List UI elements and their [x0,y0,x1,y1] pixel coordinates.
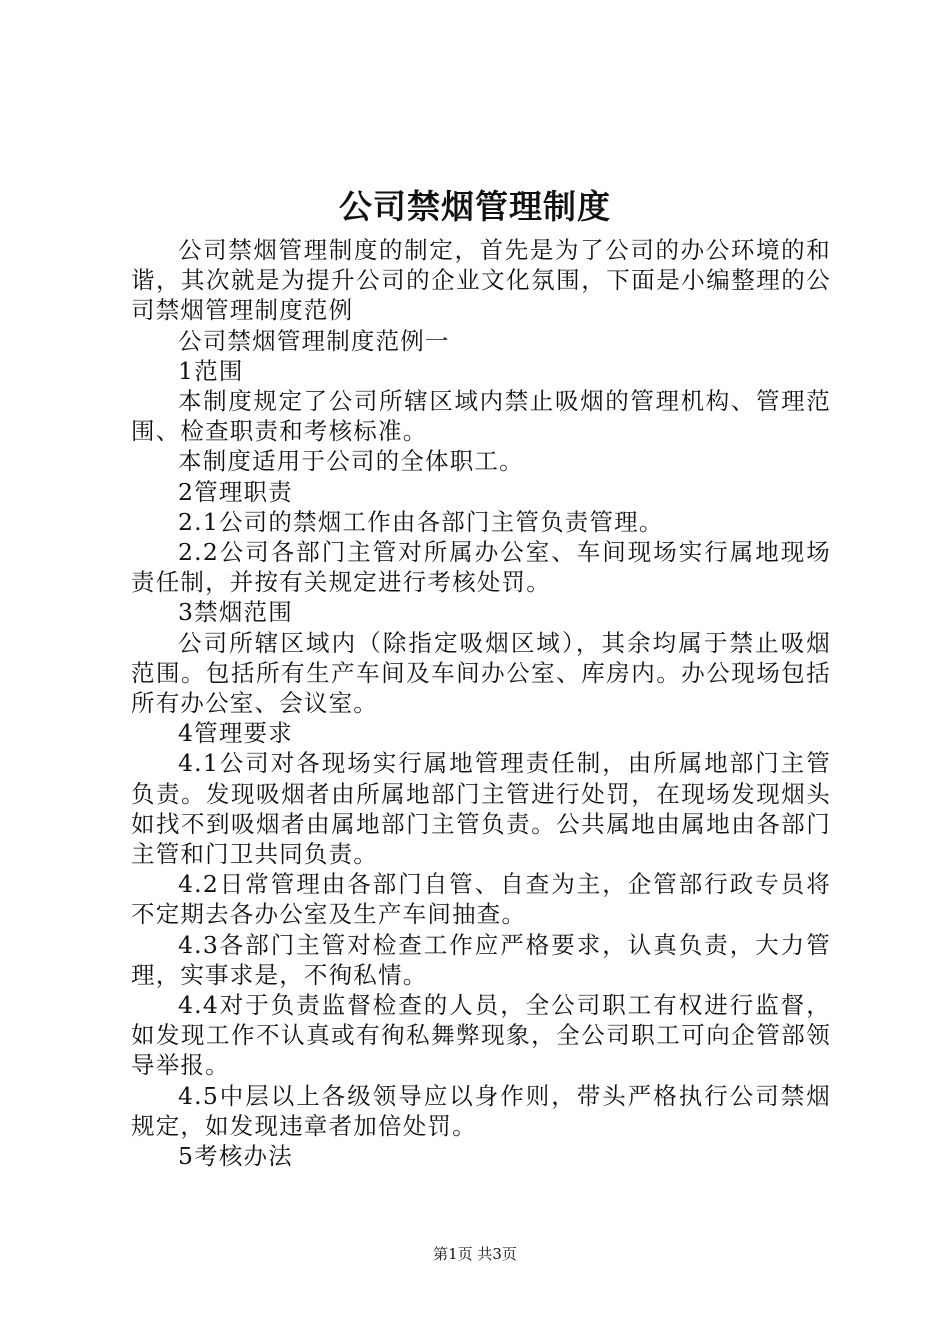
body-paragraph: 公司所辖区域内（除指定吸烟区域），其余均属于禁止吸烟范围。包括所有生产车间及车间办公室、库房内。办公现场包括所有办公室、会议室。 [131,628,831,718]
section-heading: 5考核办法 [178,1142,293,1171]
section-heading: 2管理职责 [178,477,293,506]
body-paragraph: 4.4对于负责监督检查的人员，全公司职工有权进行监督，如发现工作不认真或有徇私舞弊现象，全公司职工可向企管部领导举报。 [131,991,831,1080]
document-title: 公司禁烟管理制度 [339,187,611,226]
body-paragraph: 本制度适用于公司的全体职工。 [178,447,524,476]
body-paragraph: 4.2日常管理由各部门自管、自查为主，企管部行政专员将不定期去各办公室及生产车间抽查。 [131,870,831,929]
subtitle-paragraph: 公司禁烟管理制度范例一 [178,326,450,355]
document-body [131,235,831,1171]
page-footer: 第1页 共3页 [433,1245,517,1263]
section-heading: 4管理要求 [178,719,293,748]
body-paragraph: 本制度规定了公司所辖区域内禁止吸烟的管理机构、管理范围、检查职责和考核标准。 [131,387,831,446]
body-paragraph: 4.1公司对各现场实行属地管理责任制，由所属地部门主管负责。发现吸烟者由所属地部门主管进行处罚，在现场发现烟头如找不到吸烟者由属地部门主管负责。公共属地由属地由各部门主管和门卫共同负责。 [131,749,831,869]
body-paragraph: 4.3各部门主管对检查工作应严格要求，认真负责，大力管理，实事求是，不徇私情。 [131,930,831,989]
body-paragraph: 2.2公司各部门主管对所属办公室、车间现场实行属地现场责任制，并按有关规定进行考核处罚。 [131,538,831,597]
body-paragraph: 4.5中层以上各级领导应以身作则，带头严格执行公司禁烟规定，如发现违章者加倍处罚。 [131,1081,831,1140]
section-heading: 1范围 [178,356,244,385]
section-heading: 3禁烟范围 [178,598,293,627]
body-paragraph: 2.1公司的禁烟工作由各部门主管负责管理。 [178,507,664,536]
intro-paragraph: 公司禁烟管理制度的制定，首先是为了公司的办公环境的和谐，其次就是为提升公司的企业文化氛围，下面是小编整理的公司禁烟管理制度范例 [131,236,831,325]
